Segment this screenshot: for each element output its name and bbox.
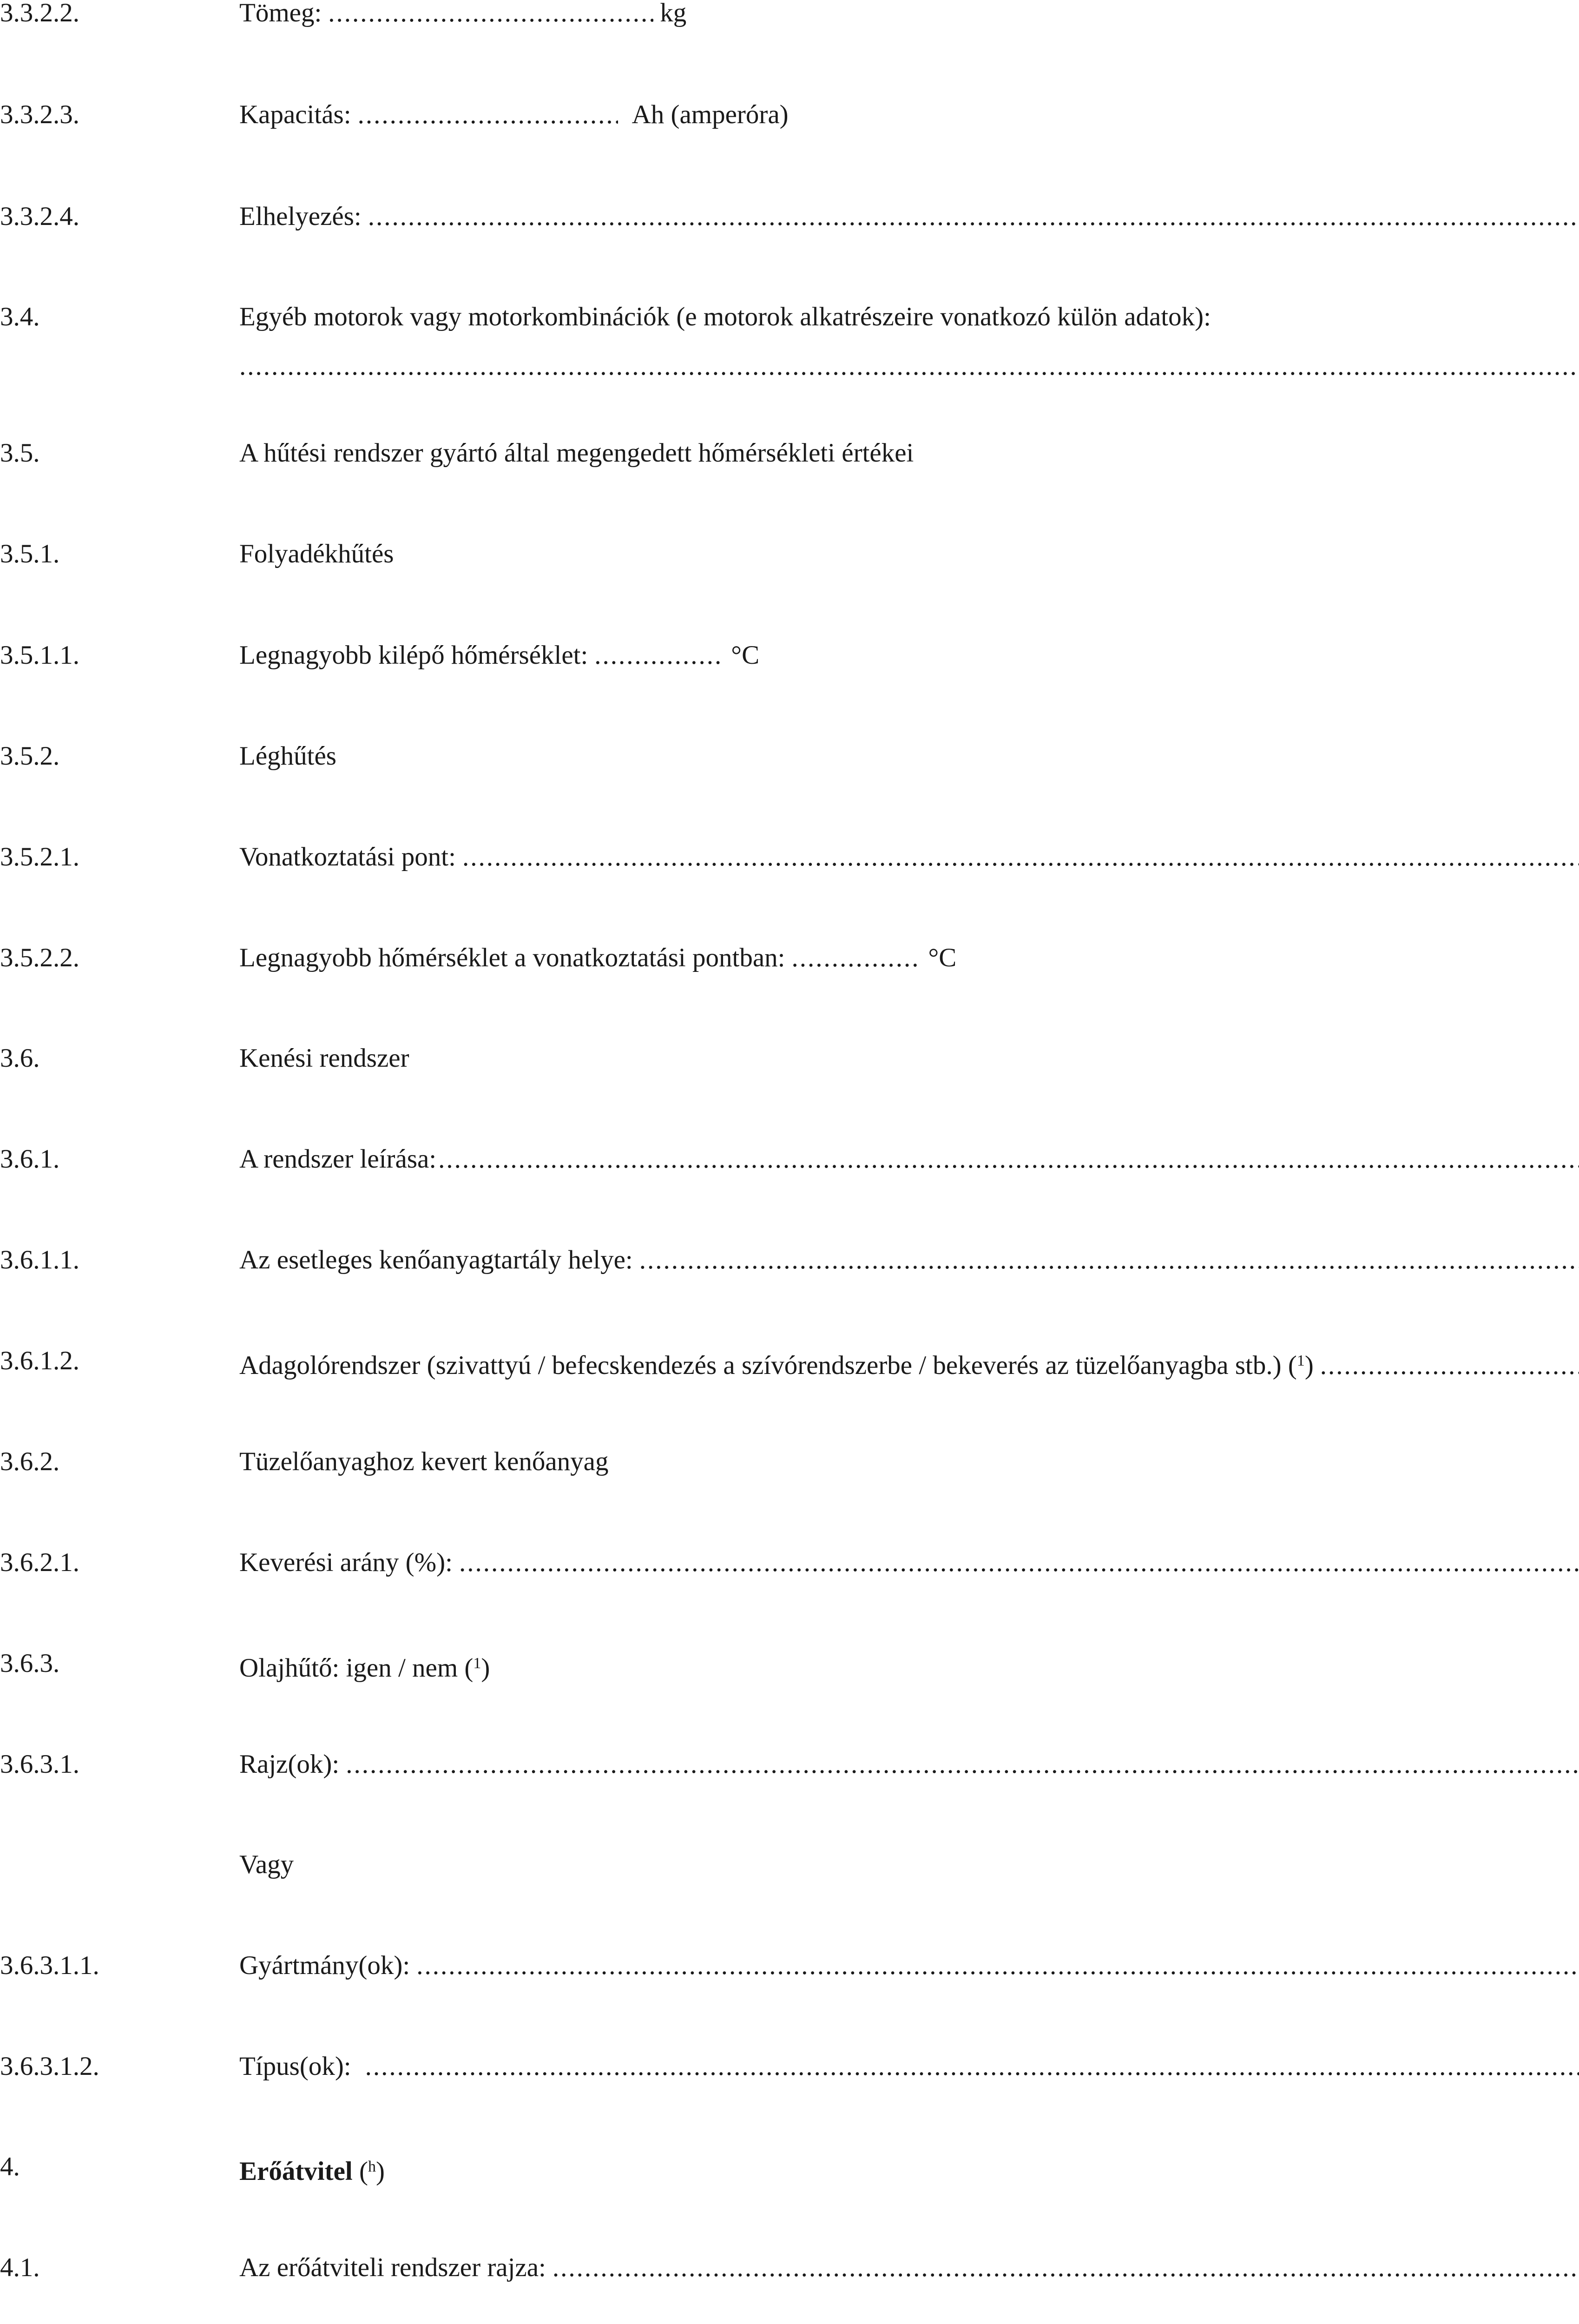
blank-field[interactable] bbox=[346, 1746, 1579, 1783]
item-number: 3.6.2.1. bbox=[0, 1548, 79, 1577]
item-number: 3.3.2.4. bbox=[0, 202, 79, 231]
row-4-1 bbox=[0, 2249, 1579, 2286]
section-heading: Erőátvitel ($^h$) bbox=[239, 2157, 385, 2186]
row-3-5-2 bbox=[0, 738, 1579, 775]
row-3-6-1 bbox=[0, 1141, 1579, 1178]
blank-field[interactable] bbox=[438, 1141, 1579, 1178]
unit-label: °C bbox=[928, 943, 957, 972]
row-3-5-2-2 bbox=[0, 939, 1579, 977]
item-label: Vonatkoztatási pont: bbox=[239, 842, 456, 872]
item-label: Egyéb motorok vagy motorkombinációk (e motorok alkatrészeire vonatkozó külön adatok): bbox=[239, 302, 1211, 331]
blank-field-continuation[interactable] bbox=[239, 357, 1579, 380]
item-label: Elhelyezés: bbox=[239, 202, 362, 231]
blank-field[interactable] bbox=[594, 637, 724, 674]
item-number: 3.3.2.2. bbox=[0, 0, 79, 27]
row-3-6-3-1-1 bbox=[0, 1947, 1579, 1984]
item-number: 4. bbox=[0, 2152, 20, 2181]
item-number: 3.6.2. bbox=[0, 1447, 60, 1476]
row-3-6-2-1 bbox=[0, 1544, 1579, 1581]
item-label: Gyártmány(ok): bbox=[239, 1951, 410, 1980]
item-label: A rendszer leírása: bbox=[239, 1144, 437, 1174]
item-label: Rajz(ok): bbox=[239, 1750, 340, 1779]
item-label: Folyadékhűtés bbox=[239, 539, 394, 568]
item-label: Keverési arány (%): bbox=[239, 1548, 453, 1577]
row-3-3-2-4 bbox=[0, 198, 1579, 235]
unit-label: Ah (amperóra) bbox=[632, 100, 789, 129]
item-number: 3.6.3.1.2. bbox=[0, 2052, 99, 2081]
blank-field[interactable] bbox=[553, 2249, 1579, 2286]
blank-field[interactable] bbox=[416, 1947, 1579, 1984]
item-number: 3.4. bbox=[0, 302, 40, 331]
item-number: 4.1. bbox=[0, 2253, 40, 2282]
row-3-6 bbox=[0, 1040, 1579, 1077]
blank-field[interactable] bbox=[791, 939, 921, 977]
item-number: 3.5.1. bbox=[0, 539, 60, 568]
item-label: Tüzelőanyaghoz kevert kenőanyag bbox=[239, 1447, 609, 1476]
item-number: 3.5.2.1. bbox=[0, 842, 79, 872]
unit-label: kg bbox=[660, 0, 687, 27]
row-3-5-1-1 bbox=[0, 637, 1579, 674]
row-4 bbox=[0, 2148, 1579, 2185]
blank-field[interactable] bbox=[1320, 1347, 1579, 1384]
item-label: Legnagyobb kilépő hőmérséklet: bbox=[239, 640, 588, 670]
item-label: Olajhűtő: igen / nem ($^1$) bbox=[239, 1653, 490, 1683]
item-number: 3.5. bbox=[0, 438, 40, 468]
item-number: 3.3.2.3. bbox=[0, 100, 79, 129]
item-label: Típus(ok): bbox=[239, 2052, 351, 2081]
blank-field[interactable] bbox=[358, 96, 618, 133]
item-label: Az esetleges kenőanyagtartály helye: bbox=[239, 1245, 633, 1274]
item-number: 3.5.2. bbox=[0, 741, 60, 771]
item-label: Kenési rendszer bbox=[239, 1043, 409, 1073]
item-label: Legnagyobb hőmérséklet a vonatkoztatási pontban: bbox=[239, 943, 785, 972]
row-3-6-2 bbox=[0, 1443, 1579, 1480]
unit-label: °C bbox=[731, 640, 760, 670]
row-3-4 bbox=[0, 298, 1579, 336]
item-number: 3.6.1.1. bbox=[0, 1245, 79, 1274]
item-label: Az erőátviteli rendszer rajza: bbox=[239, 2253, 546, 2282]
row-3-5 bbox=[0, 435, 1579, 472]
item-number: 3.5.2.2. bbox=[0, 943, 79, 972]
row-3-6-3 bbox=[0, 1645, 1579, 1682]
item-label: Tömeg: bbox=[239, 0, 322, 27]
row-3-3-2-3 bbox=[0, 96, 1579, 133]
row-3-5-1 bbox=[0, 535, 1579, 573]
item-label: Vagy bbox=[239, 1850, 294, 1879]
item-number: 3.6.1.2. bbox=[0, 1346, 79, 1375]
blank-field[interactable] bbox=[368, 198, 1579, 235]
blank-field[interactable] bbox=[459, 1544, 1579, 1581]
row-3-6-3-1-2 bbox=[0, 2048, 1579, 2085]
item-label: Léghűtés bbox=[239, 741, 336, 771]
item-label: Kapacitás: bbox=[239, 100, 351, 129]
item-number: 3.6.3.1.1. bbox=[0, 1951, 99, 1980]
row-3-3-2-2 bbox=[0, 0, 1579, 32]
item-number: 3.6.3. bbox=[0, 1649, 60, 1678]
blank-field[interactable] bbox=[639, 1241, 1579, 1279]
item-number: 3.6.3.1. bbox=[0, 1750, 79, 1779]
row-3-6-1-1 bbox=[0, 1241, 1579, 1279]
item-number: 3.6. bbox=[0, 1043, 40, 1073]
blank-field[interactable] bbox=[462, 838, 1579, 876]
item-label: A hűtési rendszer gyártó által megengedett hőmérsékleti értékei bbox=[239, 438, 914, 468]
row-alternative bbox=[0, 1846, 1579, 1883]
blank-field[interactable] bbox=[365, 2048, 1579, 2085]
item-label: Adagolórendszer (szivattyú / befecskendezés a szívórendszerbe / bekeverés az tüzelőanyagba stb.) ($^1$) bbox=[239, 1351, 1314, 1380]
blank-field[interactable] bbox=[328, 0, 653, 32]
row-3-6-1-2 bbox=[0, 1342, 1579, 1380]
item-number: 3.6.1. bbox=[0, 1144, 60, 1174]
row-3-5-2-1 bbox=[0, 838, 1579, 876]
item-number: 3.5.1.1. bbox=[0, 640, 79, 670]
row-3-6-3-1 bbox=[0, 1746, 1579, 1783]
